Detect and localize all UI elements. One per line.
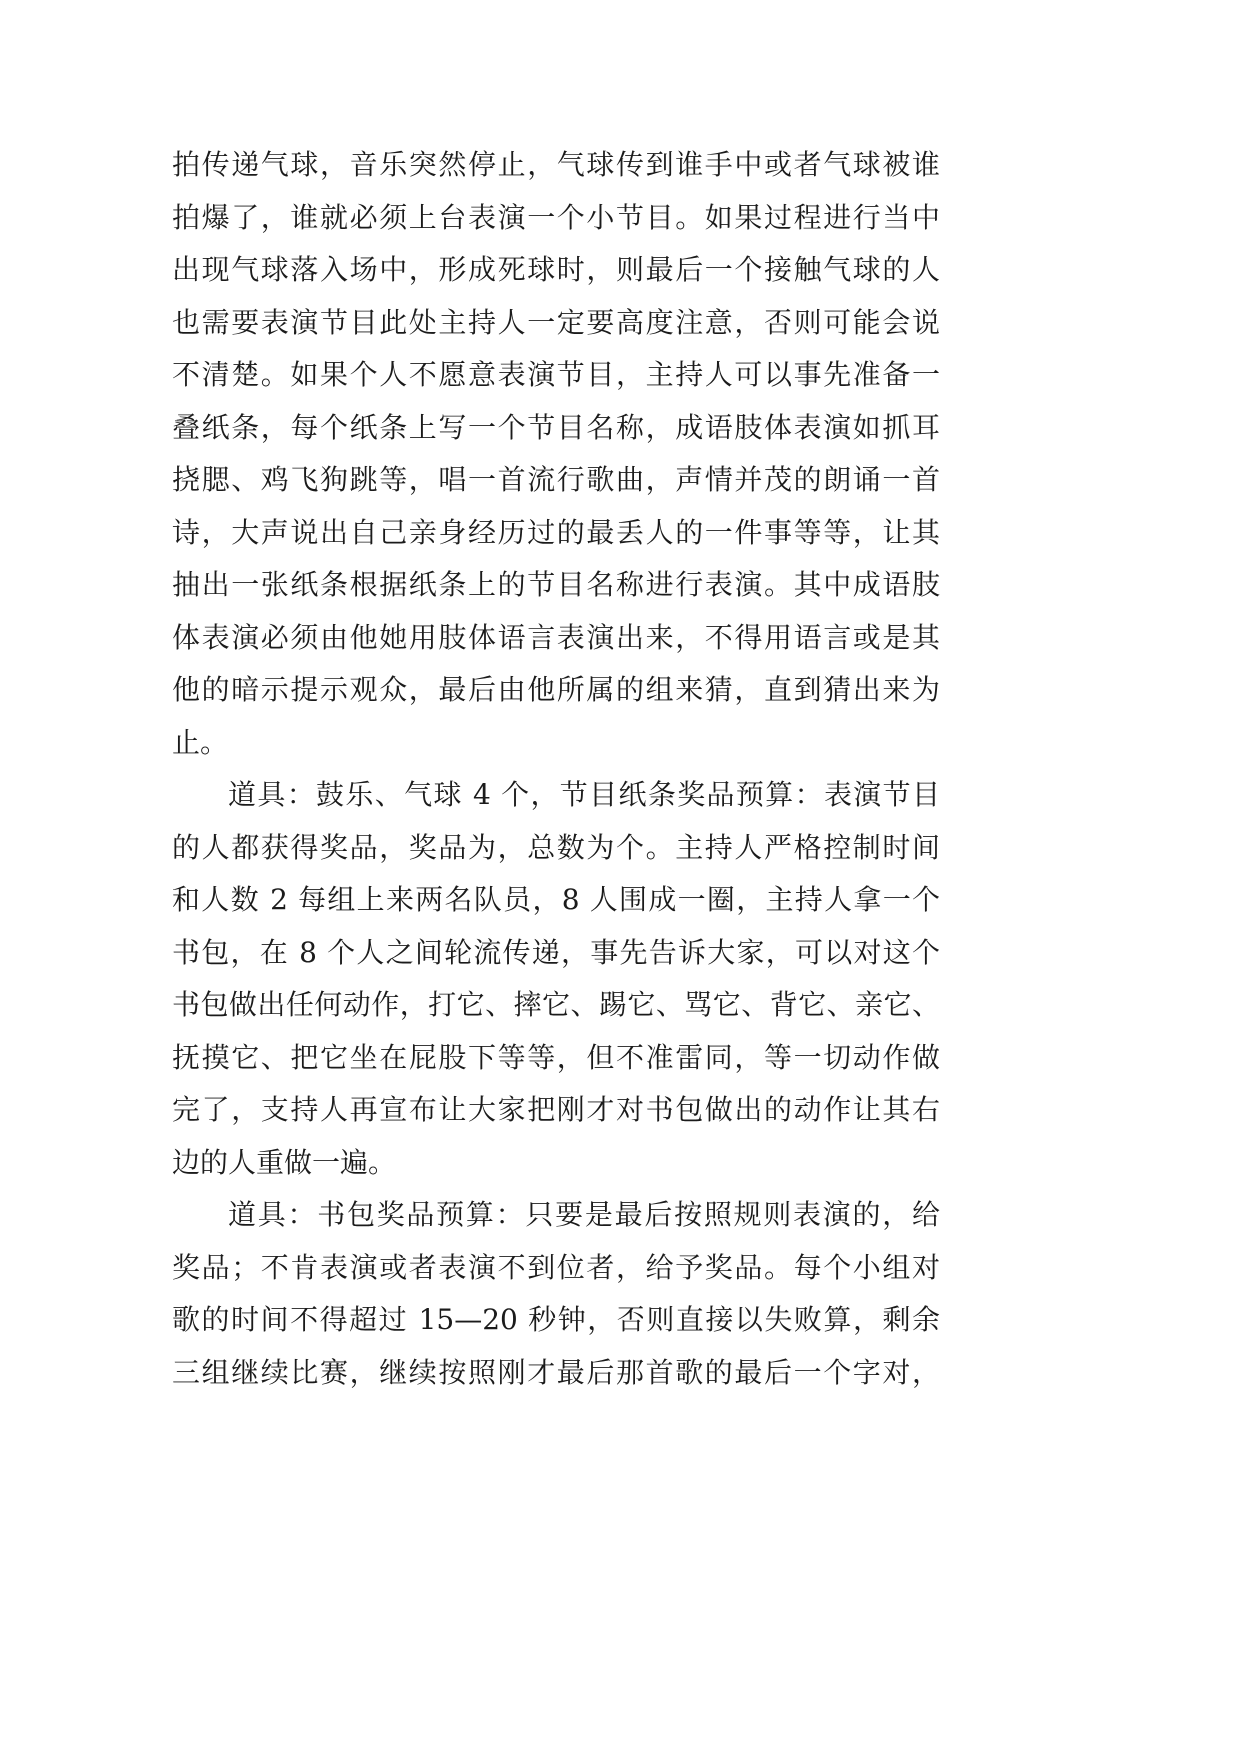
body-line: 出现气球落入场中，形成死球时，则最后一个接触气球的人	[172, 253, 940, 286]
body-line: 拍爆了，谁就必须上台表演一个小节目。如果过程进行当中	[172, 200, 940, 234]
body-line: 歌的时间不得超过 15—20 秒钟，否则直接以失败算，剩余	[172, 1303, 940, 1336]
body-line: 拍传递气球，音乐突然停止，气球传到谁手中或者气球被谁	[172, 148, 940, 181]
body-line: 奖品；不肯表演或者表演不到位者，给予奖品。每个小组对	[172, 1250, 940, 1284]
body-line: 书包，在 8 个人之间轮流传递，事先告诉大家，可以对这个	[172, 935, 940, 969]
body-line: 体表演必须由他她用肢体语言表演出来，不得用语言或是其	[172, 620, 940, 654]
body-line: 挠腮、鸡飞狗跳等，唱一首流行歌曲，声情并茂的朗诵一首	[172, 463, 940, 496]
body-line: 诗，大声说出自己亲身经历过的最丢人的一件事等等，让其	[172, 515, 940, 549]
body-line: 不清楚。如果个人不愿意表演节目，主持人可以事先准备一	[172, 358, 940, 391]
body-line: 也需要表演节目此处主持人一定要高度注意，否则可能会说	[172, 305, 940, 339]
body-line: 道具：鼓乐、气球 4 个，节目纸条奖品预算：表演节目	[228, 778, 940, 811]
body-line: 他的暗示提示观众，最后由他所属的组来猜，直到猜出来为	[172, 673, 940, 706]
body-line: 道具：书包奖品预算：只要是最后按照规则表演的，给	[228, 1198, 940, 1231]
body-line: 抚摸它、把它坐在屁股下等等，但不准雷同，等一切动作做	[172, 1040, 940, 1074]
document-body	[172, 139, 940, 1399]
paragraph-1	[172, 139, 940, 769]
body-line: 抽出一张纸条根据纸条上的节目名称进行表演。其中成语肢	[172, 568, 940, 601]
paragraph-2	[172, 769, 940, 1189]
body-line: 叠纸条，每个纸条上写一个节目名称，成语肢体表演如抓耳	[172, 410, 940, 444]
paragraph-3	[172, 1189, 940, 1399]
body-line: 书包做出任何动作，打它、摔它、踢它、骂它、背它、亲它、	[172, 988, 940, 1021]
body-line: 的人都获得奖品，奖品为，总数为个。主持人严格控制时间	[172, 830, 940, 864]
body-line: 完了，支持人再宣布让大家把刚才对书包做出的动作让其右	[172, 1093, 940, 1126]
body-line: 和人数 2 每组上来两名队员，8 人围成一圈，主持人拿一个	[172, 883, 940, 916]
body-line: 边的人重做一遍。	[172, 1145, 397, 1179]
body-line: 三组继续比赛，继续按照刚才最后那首歌的最后一个字对，	[172, 1355, 940, 1389]
body-line: 止。	[172, 725, 229, 759]
